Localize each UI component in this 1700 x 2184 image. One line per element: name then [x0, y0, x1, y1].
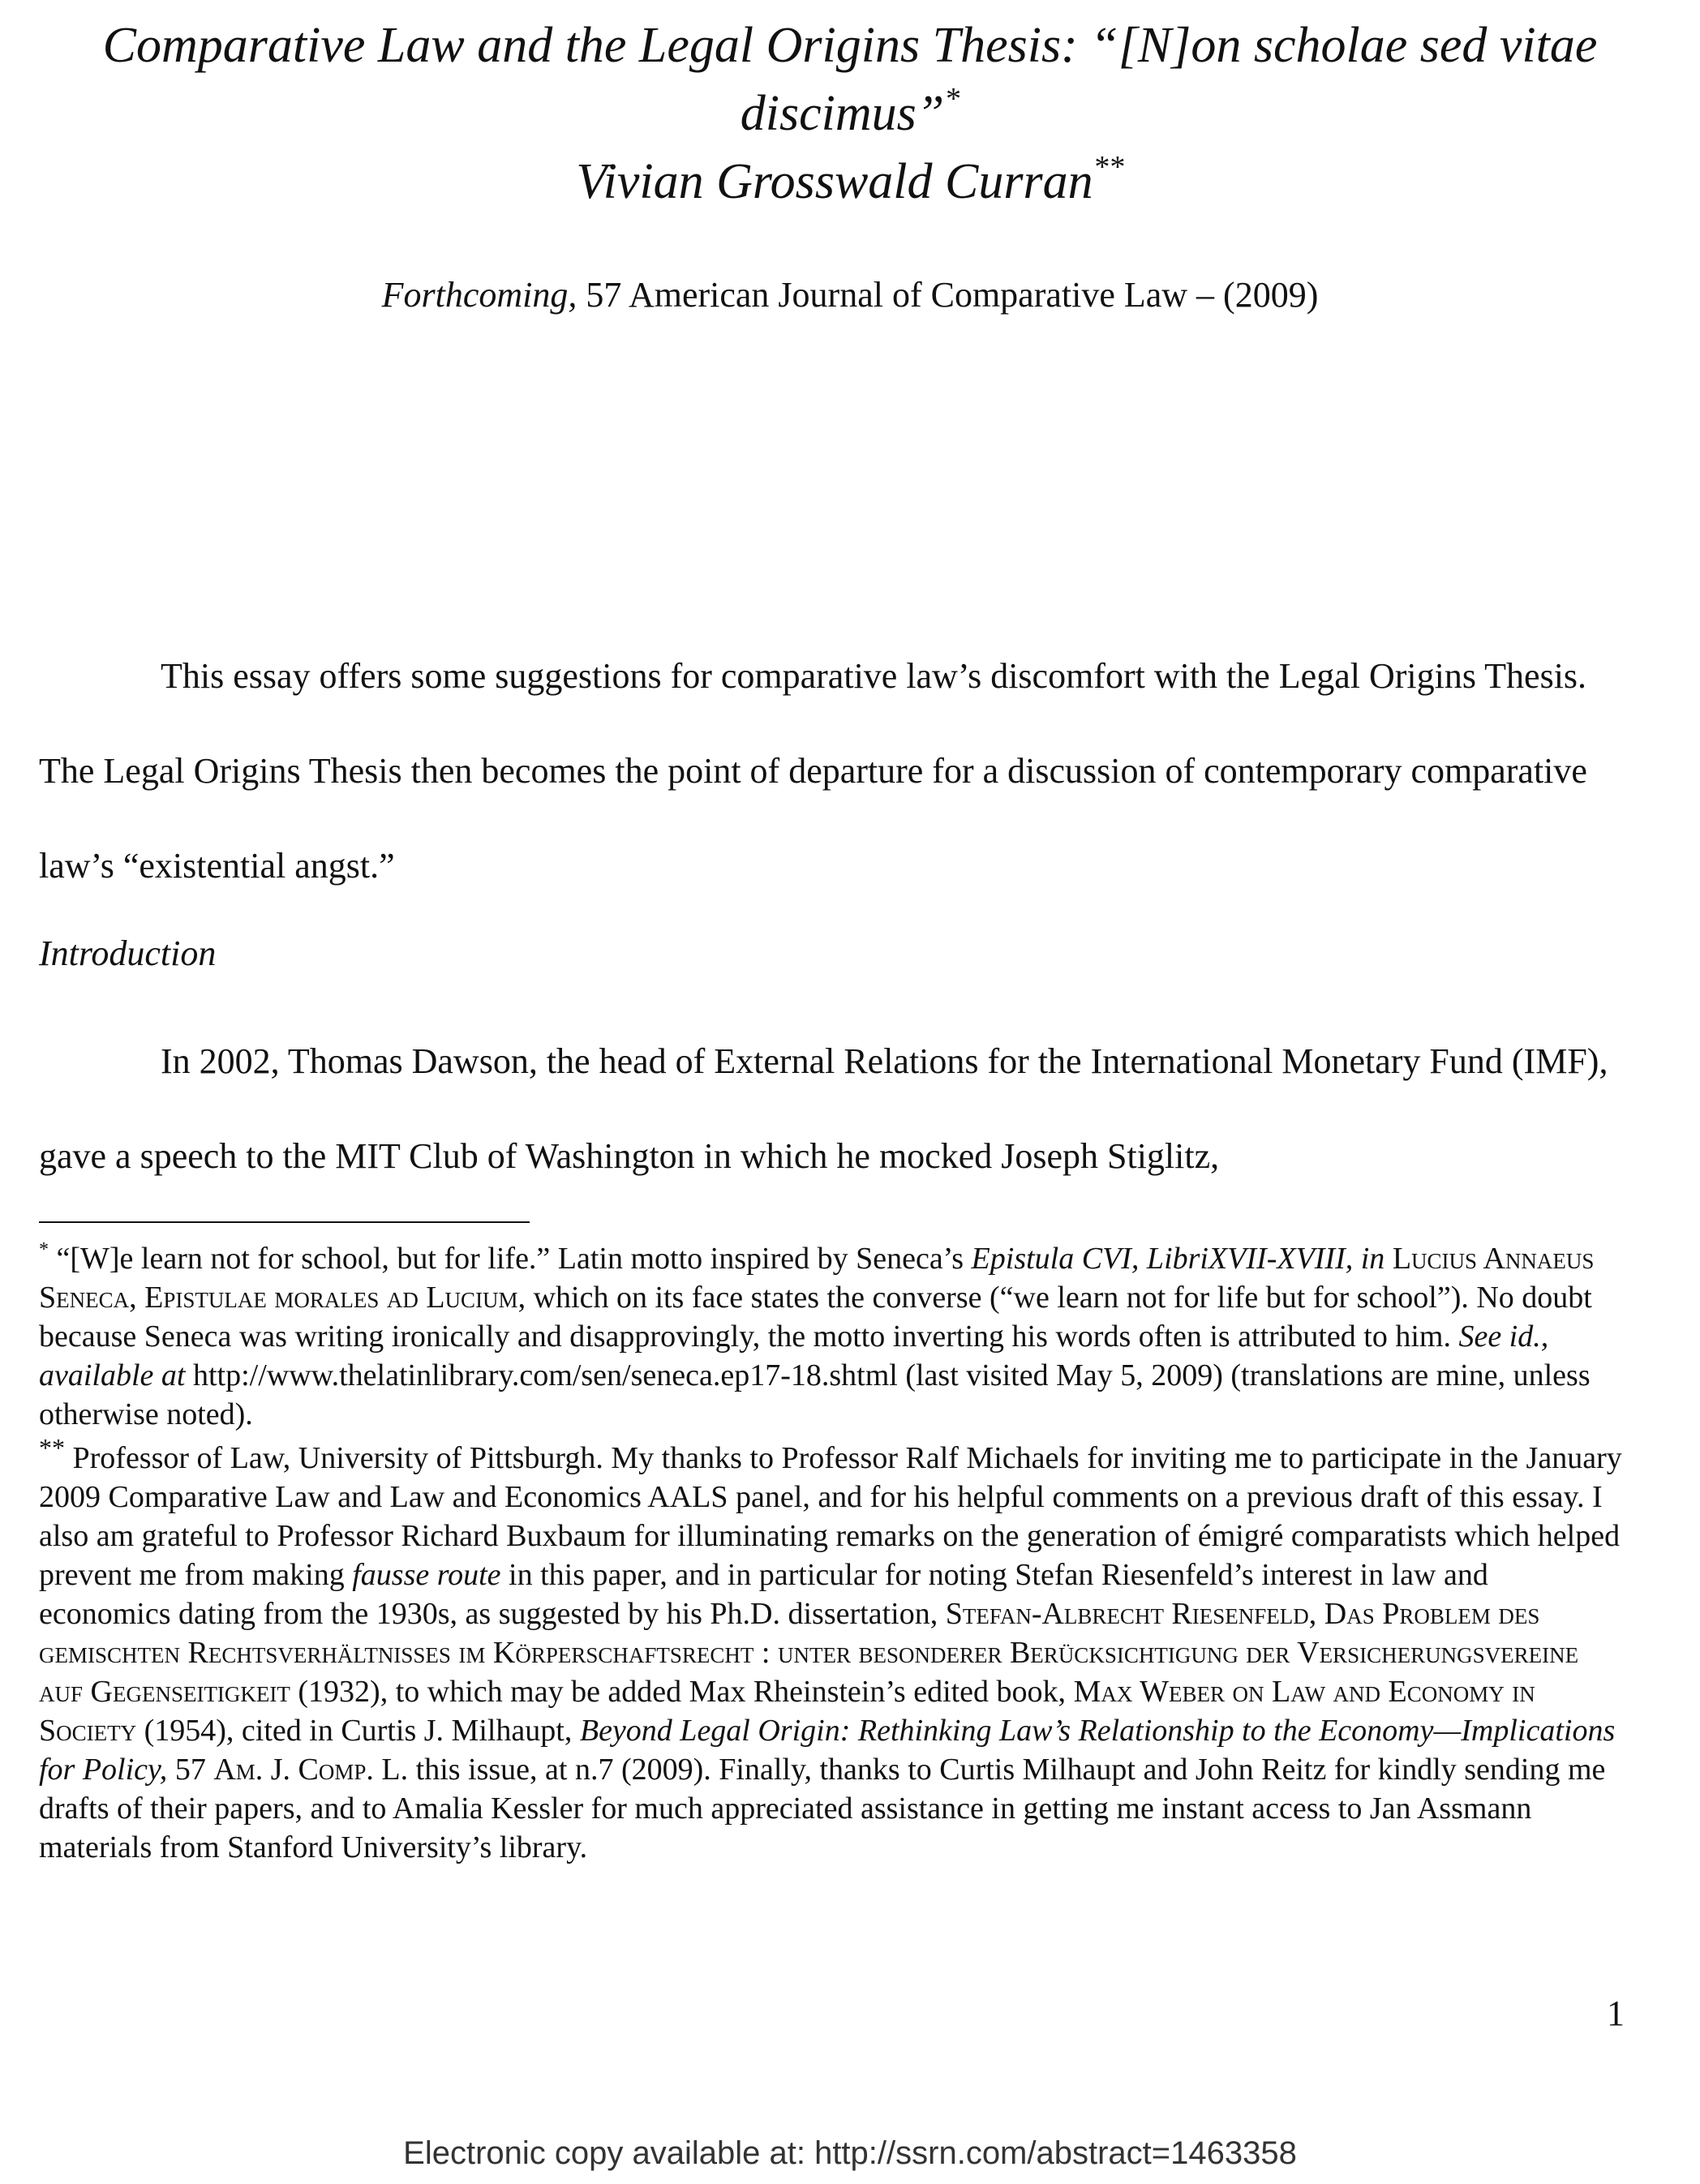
footnote-2-text: (1954), cited in Curtis J. Milhaupt, — [136, 1714, 580, 1748]
footnote-2-text: (1932), to which may be added Max Rheinstein’s edited book, — [290, 1675, 1074, 1709]
abstract-paragraph: This essay offers some suggestions for comparative law’s discomfort with the Legal Origins Thesis. The Legal Origins Thesis then becomes the point of departure for a discussion of contemporary comparative law’s “existential angst.” — [39, 656, 1587, 886]
footnotes — [39, 1239, 1625, 1872]
footnote-1-work-title: Epistula CVI, LibriXVII-XVIII, in — [971, 1242, 1385, 1276]
footnote-1-marker: * — [39, 1239, 49, 1260]
footnote-1-book-title: Lucius Annaeus Seneca, Epistulae morales ad Lucium — [39, 1242, 1595, 1315]
footnote-2 — [39, 1433, 1625, 1867]
author-name: Vivian Grosswald Curran — [576, 154, 1093, 209]
footnote-2-book-title: Max Weber on Law and Economy in Society — [39, 1675, 1535, 1748]
footnote-1 — [39, 1239, 1625, 1434]
title-text: Comparative Law and the Legal Origins Thesis: “[N]on scholae sed vitae discimus” — [102, 18, 1598, 141]
footnote-1-signal: See id., available at — [39, 1319, 1549, 1392]
footnote-1-url-text: http://www.thelatinlibrary.com/sen/seneca.ep17-18.shtml (last visited May 5, 2009) (translations are mine, unless otherwise noted). — [39, 1358, 1591, 1431]
footnote-2-marker: ** — [39, 1433, 65, 1462]
footnote-2-text: this issue, at n.7 (2009). Finally, thanks to Curtis Milhaupt and John Reitz for kindly sending me drafts of their papers, and to Amalia Kessler for much appreciated assistance in getting me instant access to Jan Assmann materials from Stanford University’s library. — [39, 1753, 1606, 1864]
publication-citation — [0, 272, 1700, 318]
footnote-divider — [39, 1221, 530, 1223]
title-footnote-marker[interactable]: * — [944, 82, 960, 116]
footnote-2-phrase: fausse route — [352, 1558, 501, 1592]
footnote-2-text: 57 — [167, 1753, 214, 1787]
footnote-2-text: Professor of Law, University of Pittsburgh. My thanks to Professor Ralf Michaels for inviting me to participate in the January 2009 Comparative Law and Law and Economics AALS panel, and for his helpful comments on a previous draft of this essay. I also am grateful to Professor Richard Buxbaum for illuminating remarks on the generation of émigré comparatists which helped prevent me from making — [39, 1441, 1622, 1592]
section-heading-introduction: Introduction — [39, 933, 217, 973]
footnote-2-text: in this paper, and in particular for noting Stefan Riesenfeld’s interest in law and economics dating from the 1930s, as suggested by his Ph.D. dissertation, — [39, 1558, 1488, 1631]
author-footnote-marker[interactable]: ** — [1093, 150, 1124, 184]
footnote-1-text: , which on its face states the converse (“we learn not for life but for school”). No doubt because Seneca was writing ironically and disapprovingly, the motto inverting his words often is attributed to him. — [39, 1281, 1592, 1354]
footnote-1-text: “[W]e learn not for school, but for life.” Latin motto inspired by Seneca’s — [49, 1242, 972, 1276]
paper-title — [49, 11, 1651, 216]
citation-journal: 57 American Journal of Comparative Law – (2009) — [577, 275, 1319, 315]
footnote-2-dissertation-title: Stefan-Albrecht Riesenfeld, Das Problem des gemischten Rechtsverhältnisses im Körperschaftsrecht : unter besonderer Berücksichtigung der Versicherungsvereine auf Gegenseitigkeit — [39, 1597, 1579, 1709]
citation-status: Forthcoming, — [381, 275, 577, 315]
footnote-2-article-title: Beyond Legal Origin: Rethinking Law’s Relationship to the Economy—Implications for Policy, — [39, 1714, 1616, 1787]
footnote-2-journal-abbrev: Am. J. Comp. L. — [213, 1753, 409, 1787]
ssrn-footer[interactable]: Electronic copy available at: http://ssrn.com/abstract=1463358 — [403, 2135, 1297, 2171]
page-number: 1 — [1607, 1993, 1625, 2033]
introduction-paragraph: In 2002, Thomas Dawson, the head of External Relations for the International Monetary Fund (IMF), gave a speech to the MIT Club of Washington in which he mocked Joseph Stiglitz, — [39, 1041, 1608, 1176]
